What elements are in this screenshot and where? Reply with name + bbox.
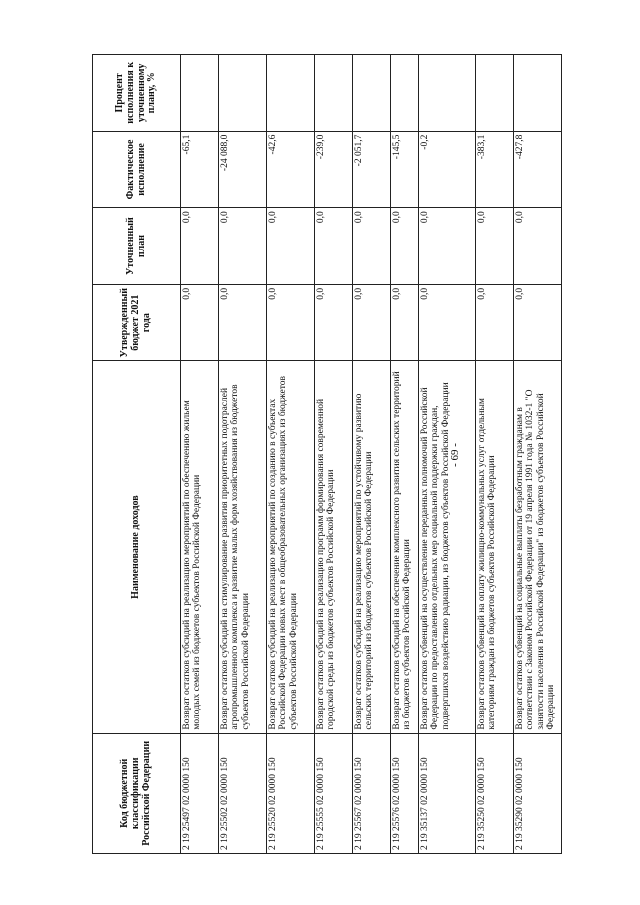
row-percent: [419, 55, 476, 132]
table-header-row: [93, 55, 181, 854]
row-percent: [315, 55, 353, 132]
row-code: 2 19 25555 02 0000 150: [315, 733, 353, 853]
row-revised: 0,0: [181, 208, 219, 285]
row-percent: [353, 55, 391, 132]
row-name: Возврат остатков субсидий на обеспечение комплексного развития сельских территорий из бюджетов субъектов Российской Федерации: [391, 361, 419, 733]
row-approved: 0,0: [353, 284, 391, 361]
row-actual: -0,2: [419, 131, 476, 208]
row-code: 2 19 25502 02 0000 150: [219, 733, 267, 853]
table-row: [315, 55, 353, 854]
row-actual: -239,0: [315, 131, 353, 208]
header-actual: Фактическое исполнение: [93, 131, 181, 208]
table-row: [219, 55, 267, 854]
row-name: Возврат остатков субсидий на реализацию мероприятий по устойчивому развитию сельских территорий из бюджетов субъектов Российской Федерации: [353, 361, 391, 733]
row-approved: 0,0: [391, 284, 419, 361]
header-name: Наименование доходов: [93, 361, 181, 733]
row-approved: 0,0: [315, 284, 353, 361]
page-number: - 69 -: [449, 443, 461, 467]
row-revised: 0,0: [419, 208, 476, 285]
table-row: [181, 55, 219, 854]
budget-table: [92, 54, 562, 854]
row-revised: 0,0: [267, 208, 315, 285]
row-actual: -42,6: [267, 131, 315, 208]
row-name: Возврат остатков субсидий на стимулирование развития приоритетных подотраслей агропромышленного комплекса и развитие малых форм хозяйствования из бюджетов субъектов Российской Федерации: [219, 361, 267, 733]
row-approved: 0,0: [181, 284, 219, 361]
header-code: Код бюджетной классификации Российской Федерации: [93, 733, 181, 853]
row-percent: [267, 55, 315, 132]
header-approved: Утвержденный бюджет 2021 года: [93, 284, 181, 361]
row-name: Возврат остатков субсидий на реализацию мероприятий по обеспечению жильем молодых семей из бюджетов субъектов Российской Федерации: [181, 361, 219, 733]
table-row: [419, 55, 476, 854]
table-row: [391, 55, 419, 854]
row-revised: 0,0: [353, 208, 391, 285]
row-revised: 0,0: [476, 208, 514, 285]
row-percent: [181, 55, 219, 132]
row-percent: [219, 55, 267, 132]
row-revised: 0,0: [391, 208, 419, 285]
row-actual: -24 088,0: [219, 131, 267, 208]
row-actual: -2 051,7: [353, 131, 391, 208]
row-actual: -427,8: [514, 131, 562, 208]
row-code: 2 19 35250 02 0000 150: [476, 733, 514, 853]
table-row: [267, 55, 315, 854]
row-revised: 0,0: [219, 208, 267, 285]
row-approved: 0,0: [419, 284, 476, 361]
row-percent: [476, 55, 514, 132]
row-actual: -383,1: [476, 131, 514, 208]
row-revised: 0,0: [514, 208, 562, 285]
table-row: [353, 55, 391, 854]
row-actual: -65,1: [181, 131, 219, 208]
header-revised: Уточненный план: [93, 208, 181, 285]
row-code: 2 19 35290 02 0000 150: [514, 733, 562, 853]
row-name: Возврат остатков субвенций на социальные выплаты безработным гражданам в соответствии с Законом Российской Федерации от 19 апреля 1991 года № 1032-1 "О занятости населения в Российской Федерации" из бюджетов субъектов Российской Федерации: [514, 361, 562, 733]
row-code: 2 19 35137 02 0000 150: [419, 733, 476, 853]
row-approved: 0,0: [219, 284, 267, 361]
row-code: 2 19 25567 02 0000 150: [353, 733, 391, 853]
row-approved: 0,0: [514, 284, 562, 361]
table-row: [514, 55, 562, 854]
row-actual: -145,5: [391, 131, 419, 208]
row-name: Возврат остатков субсидий на реализацию программ формирования современной городской среды из бюджетов субъектов Российской Федерации: [315, 361, 353, 733]
row-name: Возврат остатков субсидий на реализацию мероприятий по созданию в субъектах Российской Федерации новых мест в общеобразовательных организациях из бюджетов субъектов Российской Федерации: [267, 361, 315, 733]
row-code: 2 19 25520 02 0000 150: [267, 733, 315, 853]
row-approved: 0,0: [267, 284, 315, 361]
row-percent: [391, 55, 419, 132]
row-approved: 0,0: [476, 284, 514, 361]
table-row: [476, 55, 514, 854]
rotated-table-container: [92, 54, 632, 854]
row-revised: 0,0: [315, 208, 353, 285]
row-percent: [514, 55, 562, 132]
header-percent: Процент исполнения к уточненному плану, %: [93, 55, 181, 132]
row-name: Возврат остатков субвенций на осуществление переданных полномочий Российской Федерации по предоставлению отдельных мер социальной поддержки граждан, подвергшихся воздействию радиации, из бюджетов субъектов Российской Федерации: [419, 361, 476, 733]
row-name: Возврат остатков субвенций на оплату жилищно-коммунальных услуг отдельным категориям граждан из бюджетов субъектов Российской Федерации: [476, 361, 514, 733]
row-code: 2 19 25497 02 0000 150: [181, 733, 219, 853]
row-code: 2 19 25576 02 0000 150: [391, 733, 419, 853]
